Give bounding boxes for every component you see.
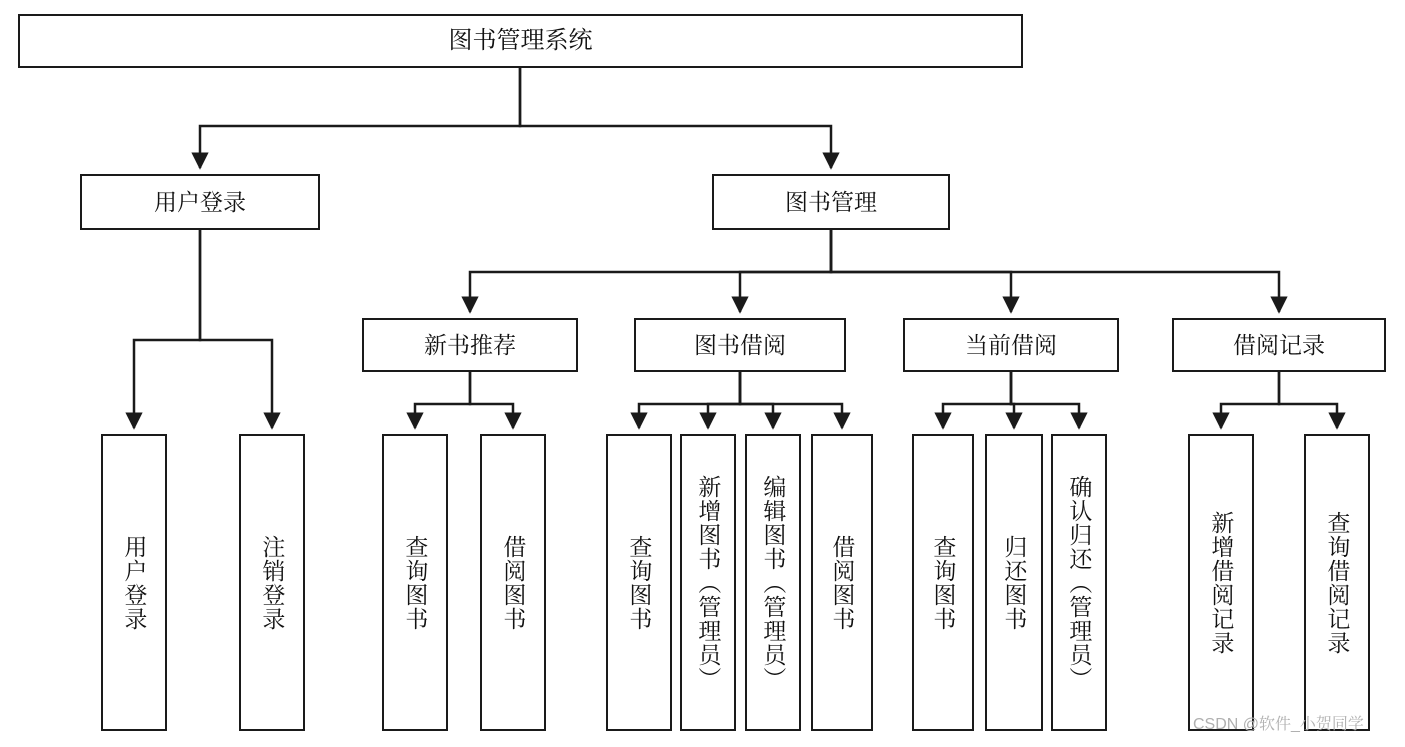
node-label: 确认归还（管理员） (1066, 474, 1093, 691)
node-leaf-logout[interactable] (239, 434, 305, 731)
node-label: 当前借阅 (965, 331, 1057, 358)
node-label: 查询图书 (930, 534, 957, 631)
node-book-management[interactable] (712, 174, 950, 230)
node-leaf-query-book-current[interactable] (912, 434, 974, 731)
node-borrow-records[interactable] (1172, 318, 1386, 372)
node-label: 查询图书 (402, 534, 429, 631)
node-leaf-add-book-admin[interactable] (680, 434, 736, 731)
node-label: 新增借阅记录 (1208, 510, 1235, 655)
node-label: 归还图书 (1001, 534, 1028, 631)
node-user-login[interactable] (80, 174, 320, 230)
node-label: 用户登录 (154, 188, 246, 215)
node-label: 借阅图书 (829, 534, 856, 631)
node-label: 查询借阅记录 (1324, 510, 1351, 655)
node-label: 借阅记录 (1233, 331, 1325, 358)
node-leaf-add-borrow-record[interactable] (1188, 434, 1254, 731)
node-label: 图书管理 (785, 188, 877, 215)
node-leaf-borrow-book[interactable] (811, 434, 873, 731)
node-leaf-borrow-book-recommend[interactable] (480, 434, 546, 731)
watermark-text: CSDN @软件_小贺同学 (1193, 716, 1364, 733)
node-leaf-user-login[interactable] (101, 434, 167, 731)
node-leaf-query-book-borrow[interactable] (606, 434, 672, 731)
node-leaf-query-borrow-record[interactable] (1304, 434, 1370, 731)
node-label: 注销登录 (259, 534, 286, 631)
node-root[interactable] (18, 14, 1023, 68)
node-label: 查询图书 (626, 534, 653, 631)
node-label: 新书推荐 (424, 331, 516, 358)
node-leaf-confirm-return-admin[interactable] (1051, 434, 1107, 731)
node-label: 编辑图书（管理员） (760, 474, 787, 691)
node-current-borrow[interactable] (903, 318, 1119, 372)
node-leaf-edit-book-admin[interactable] (745, 434, 801, 731)
node-label: 用户登录 (121, 534, 148, 631)
node-leaf-return-book[interactable] (985, 434, 1043, 731)
node-leaf-query-book-recommend[interactable] (382, 434, 448, 731)
node-label: 图书借阅 (694, 331, 786, 358)
node-book-borrow[interactable] (634, 318, 846, 372)
node-label: 借阅图书 (500, 534, 527, 631)
node-label: 新增图书（管理员） (695, 474, 722, 691)
node-label: 图书管理系统 (448, 27, 593, 54)
node-new-book-recommend[interactable] (362, 318, 578, 372)
